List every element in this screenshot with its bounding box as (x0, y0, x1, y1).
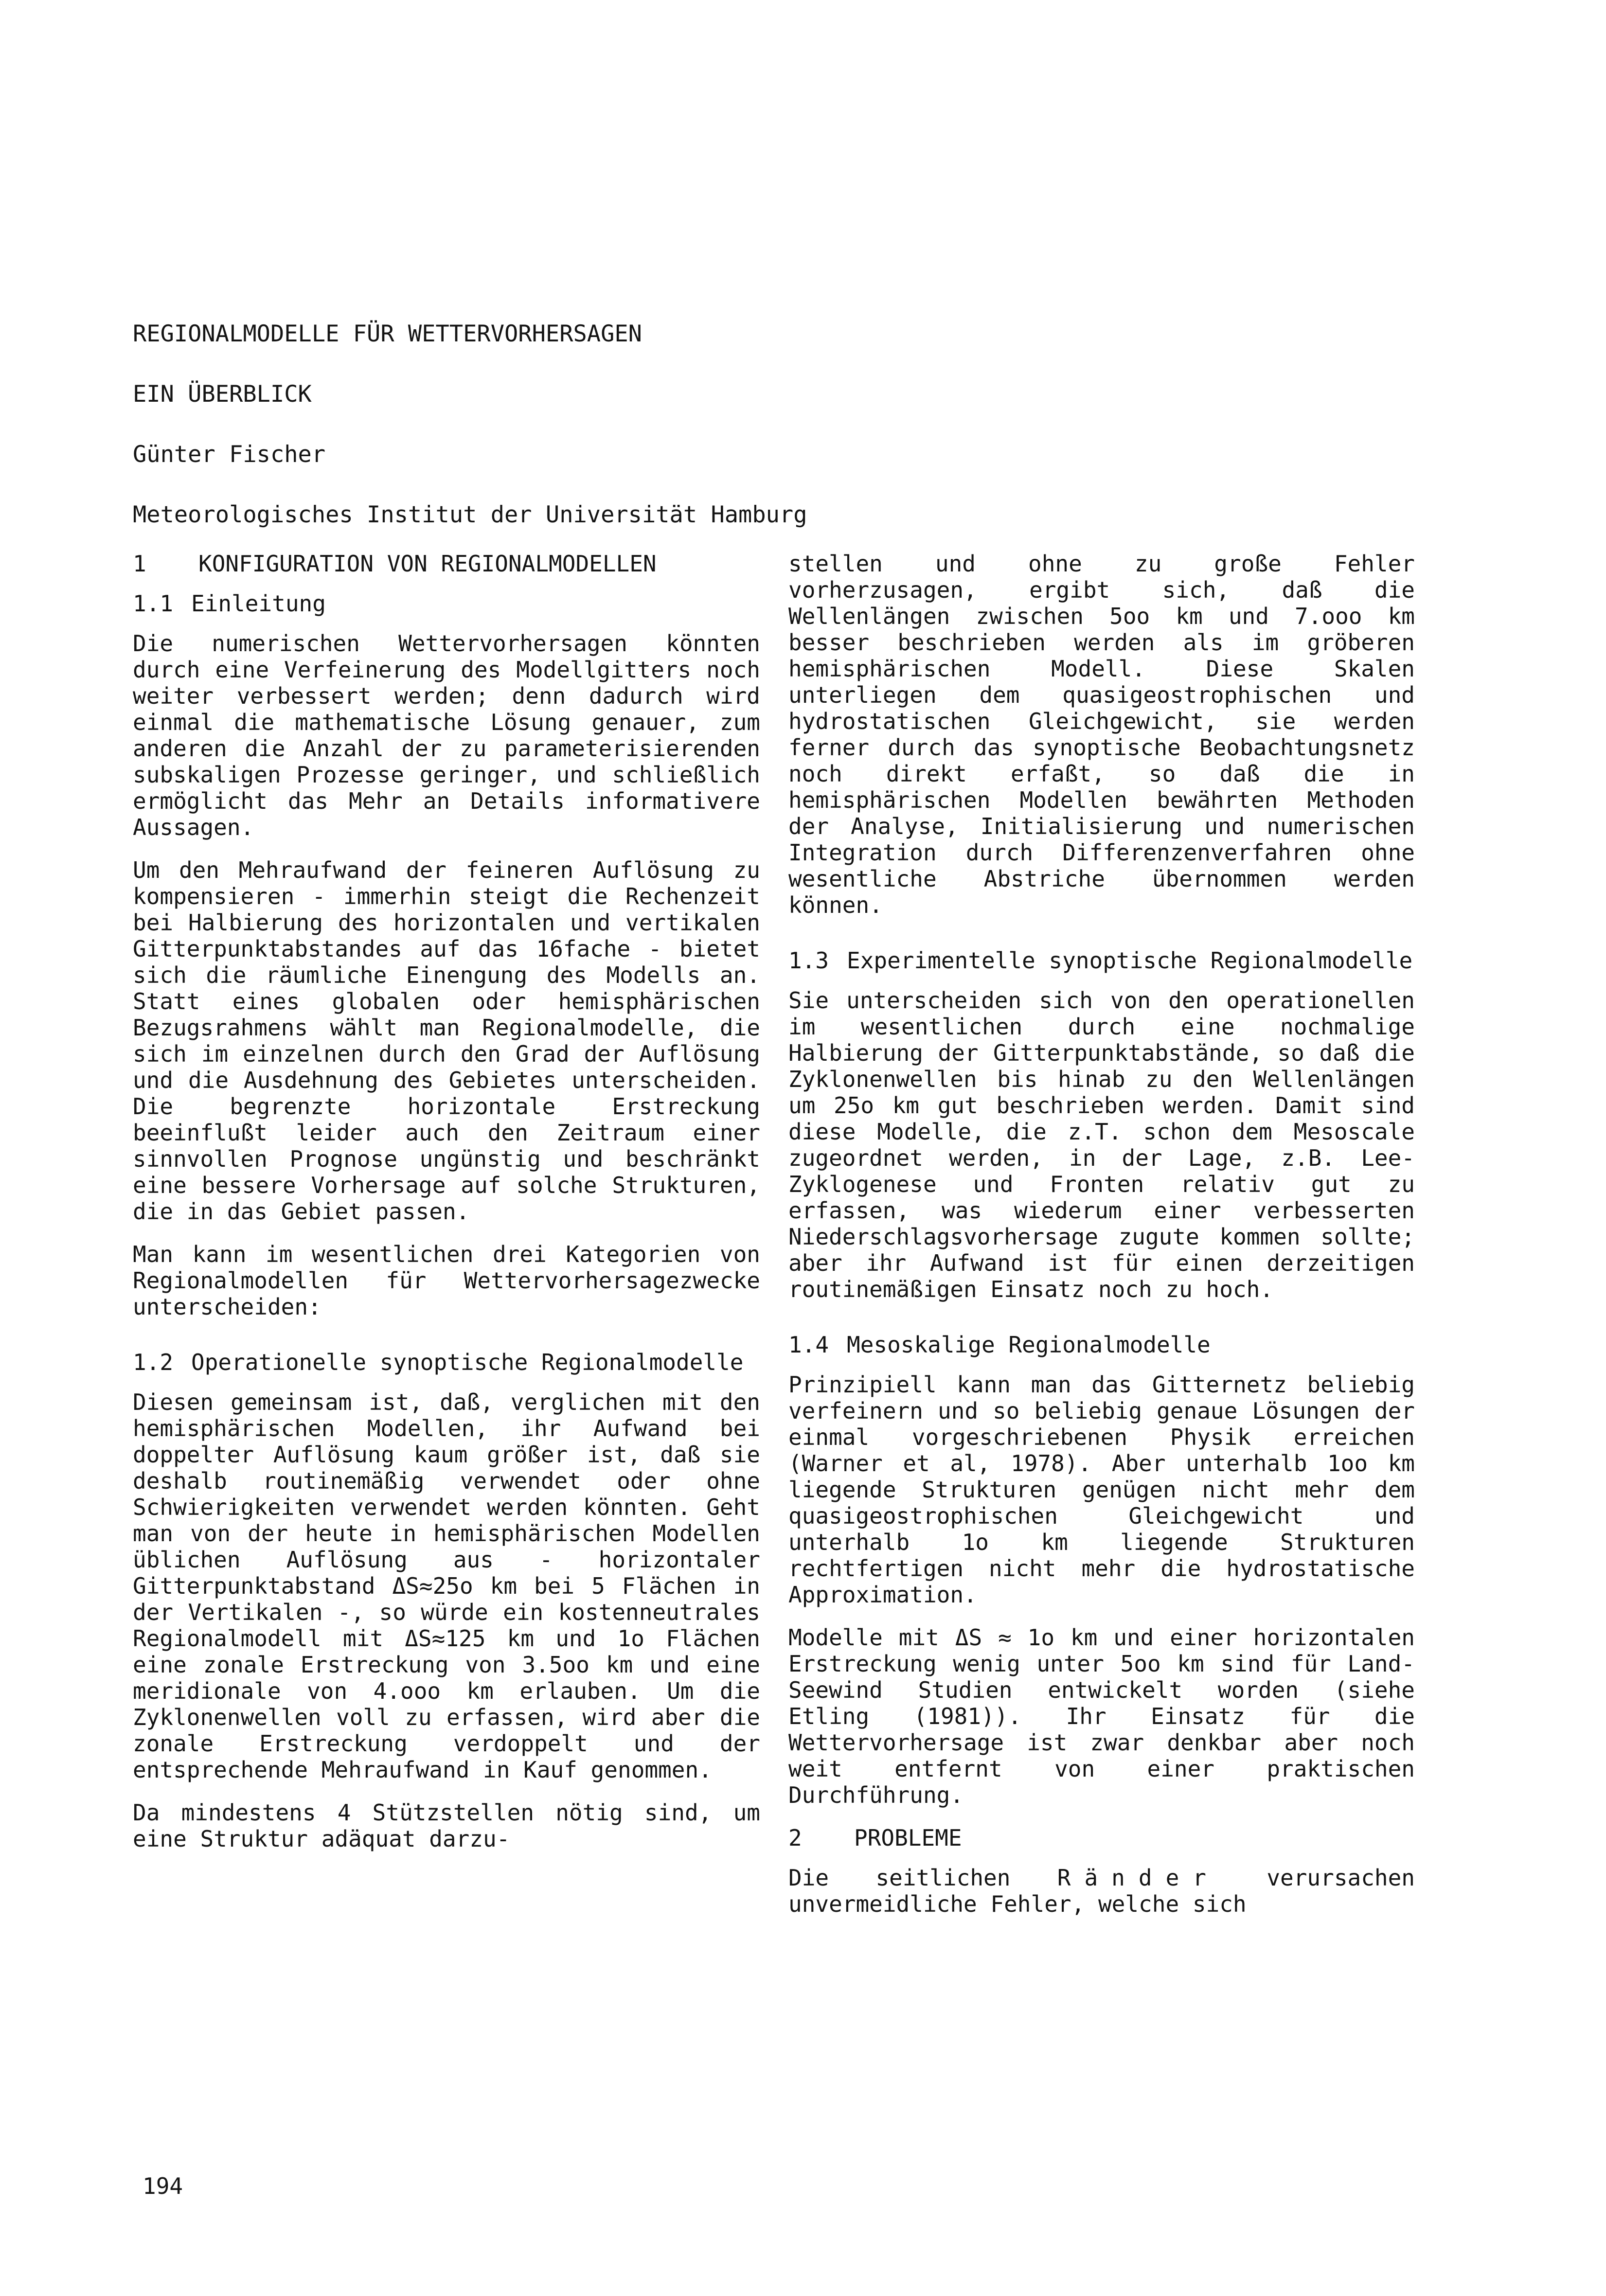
section-title: PROBLEME (854, 1825, 962, 1851)
author-affiliation: Meteorologisches Institut der Universität Hamburg (133, 501, 807, 528)
paragraph: Prinzipiell kann man das Gitternetz beliebig verfeinern und so beliebig genaue Lösungen der einmal vorgeschriebenen Physik erreichen (Warner et al, 1978). Aber unterhalb 1oo km liegende Strukturen genügen nicht mehr dem quasigeostrophischen Gleichgewicht und unterhalb 1o km liegende Strukturen rechtfertigen nicht mehr die hydrostatische Approximation. (788, 1371, 1415, 1608)
section-number: 1 (133, 551, 146, 577)
section-title: Experimentelle synoptische Regionalmodelle (847, 947, 1413, 974)
section-number: 2 (788, 1825, 802, 1851)
paragraph: Da mindestens 4 Stützstellen nötig sind, um eine Struktur adäquat darzu- (133, 1799, 760, 1852)
right-column (788, 551, 1415, 1934)
section-heading-1-4 (788, 1332, 1415, 1358)
section-title: Einleitung (191, 590, 326, 617)
section-number: 1.4 (788, 1332, 829, 1358)
section-number: 1.3 (788, 947, 829, 974)
paragraph: Sie unterscheiden sich von den operationellen im wesentlichen durch eine nochmalige Halbierung der Gitterpunktabstände, so daß die Zyklonenwellen bis hinab zu den Wellenlängen um 25o km gut beschrieben werden. Damit sind diese Modelle, die z.T. schon dem Mesoscale zugeordnet werden, in der Lage, z.B. Lee-Zyklogenese und Fronten relativ gut zu erfassen, was wiederum einer verbesserten Niederschlagsvorhersage zugute kommen sollte; aber ihr Aufwand ist für einen derzeitigen routinemäßigen Einsatz noch zu hoch. (788, 987, 1415, 1302)
paragraph: Die numerischen Wettervorhersagen könnten durch eine Verfeinerung des Modellgitters noch weiter verbessert werden; denn dadurch wird einmal die mathematische Lösung genauer, zum anderen die Anzahl der zu parameterisierenden subskaligen Prozesse geringer, und schließlich ermöglicht das Mehr an Details informativere Aussagen. (133, 630, 760, 840)
section-heading-1-1 (133, 590, 760, 617)
section-number: 1.1 (133, 590, 174, 617)
section-heading-2 (788, 1825, 1415, 1851)
paper-title-line-2: EIN ÜBERBLICK (133, 381, 312, 408)
paragraph-end: verursachen unvermeidliche Fehler, welche sich (788, 1865, 1415, 1917)
paragraph-start: Die seitlichen (788, 1865, 1057, 1891)
paragraph: Man kann im wesentlichen drei Kategorien von Regionalmodellen für Wettervorhersagezwecke unterscheiden: (133, 1241, 760, 1320)
section-title: KONFIGURATION VON REGIONALMODELLEN (198, 551, 657, 577)
paragraph: Modelle mit ΔS ≈ 1o km und einer horizontalen Erstreckung wenig unter 5oo km sind für Land-Seewind Studien entwickelt worden (siehe Etling (1981)). Ihr Einsatz für die Wettervorhersage ist zwar denkbar aber noch weit entfernt von einer praktischen Durchführung. (788, 1624, 1415, 1808)
author-name: Günter Fischer (133, 441, 326, 468)
paper-header (133, 289, 1154, 560)
spaced-word: Ränder (1057, 1865, 1220, 1891)
section-heading-1 (133, 551, 760, 577)
section-number: 1.2 (133, 1349, 174, 1375)
paragraph: Um den Mehraufwand der feineren Auflösung zu kompensieren - immerhin steigt die Rechenzeit bei Halbierung des horizontalen und vertikalen Gitterpunktabstandes auf das 16fache - bietet sich die räumliche Einengung des Modells an. Statt eines globalen oder hemisphärischen Bezugsrahmens wählt man Regionalmodelle, die sich im einzelnen durch den Grad der Auflösung und die Ausdehnung des Gebietes unterscheiden. Die begrenzte horizontale Erstreckung beeinflußt leider auch den Zeitraum einer sinnvollen Prognose ungünstig und beschränkt eine bessere Vorhersage auf solche Strukturen, die in das Gebiet passen. (133, 857, 760, 1225)
page-number: 194 (143, 2173, 183, 2199)
paragraph: stellen und ohne zu große Fehler vorherzusagen, ergibt sich, daß die Wellenlängen zwischen 5oo km und 7.ooo km besser beschrieben werden als im gröberen hemisphärischen Modell. Diese Skalen unterliegen dem quasigeostrophischen und hydrostatischen Gleichgewicht, sie werden ferner durch das synoptische Beobachtungsnetz noch direkt erfaßt, so daß die in hemisphärischen Modellen bewährten Methoden der Analyse, Initialisierung und numerischen Integration durch Differenzenverfahren ohne wesentliche Abstriche übernommen werden können. (788, 551, 1415, 918)
section-heading-1-3 (788, 947, 1415, 974)
paragraph: Diesen gemeinsam ist, daß, verglichen mit den hemisphärischen Modellen, ihr Aufwand bei doppelter Auflösung kaum größer ist, daß sie deshalb routinemäßig verwendet oder ohne Schwierigkeiten verwendet werden könnten. Geht man von der heute in hemisphärischen Modellen üblichen Auflösung aus - horizontaler Gitterpunktabstand ΔS≈25o km bei 5 Flächen in der Vertikalen -, so würde ein kostenneutrales Regionalmodell mit ΔS≈125 km und 1o Flächen eine zonale Erstreckung von 3.5oo km und eine meridionale von 4.ooo km erlauben. Um die Zyklonenwellen voll zu erfassen, wird aber die zonale Erstreckung verdoppelt und der entsprechende Mehraufwand in Kauf genommen. (133, 1389, 760, 1783)
section-title: Mesoskalige Regionalmodelle (847, 1332, 1211, 1358)
paper-title-line-1: REGIONALMODELLE FÜR WETTERVORHERSAGEN (133, 320, 642, 347)
section-heading-1-2 (133, 1349, 760, 1375)
left-column (133, 551, 760, 1869)
paragraph (788, 1865, 1415, 1917)
section-title: Operationelle synoptische Regionalmodelle (191, 1349, 744, 1375)
